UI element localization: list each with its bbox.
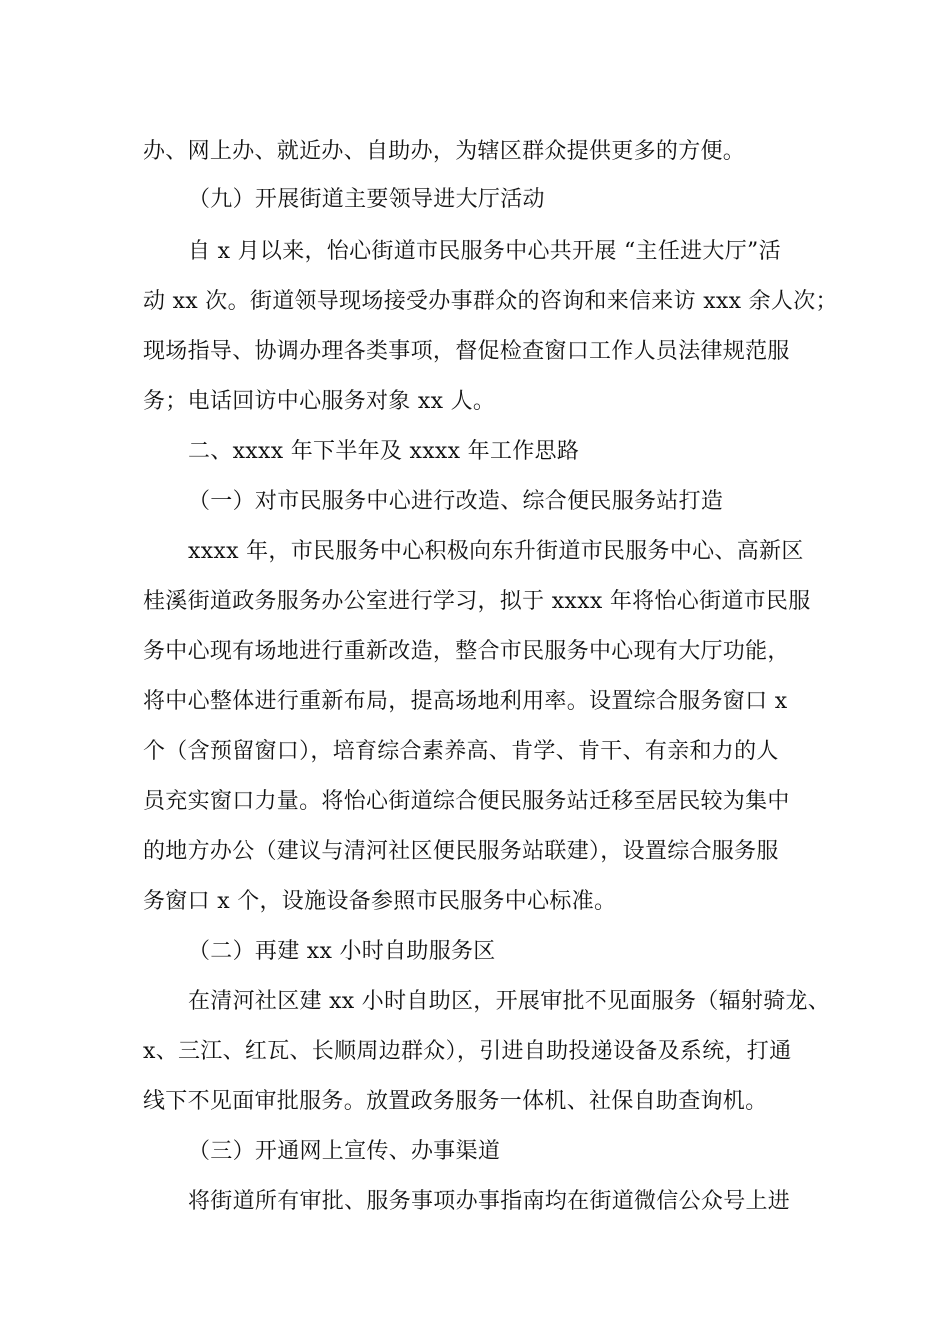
paragraph-line: 员充实窗口力量。将怡心街道综合便民服务站迁移至居民较为集中: [143, 789, 790, 814]
paragraph-line: 将街道所有审批、服务事项办事指南均在街道微信公众号上进: [188, 1189, 791, 1214]
paragraph-line: xxxx 年，市民服务中心积极向东升街道市民服务中心、高新区: [188, 539, 804, 564]
paragraph-line: 在清河社区建 xx 小时自助区，开展审批不见面服务（辐射骑龙、: [188, 989, 831, 1014]
paragraph-line: 务中心现有场地进行重新改造，整合市民服务中心现有大厅功能，: [143, 639, 790, 664]
paragraph-line: 线下不见面审批服务。放置政务服务一体机、社保自助查询机。: [143, 1089, 768, 1114]
paragraph-line: x、三江、红瓦、长顺周边群众），引进自助投递设备及系统，打通: [143, 1039, 792, 1064]
paragraph-line: 办、网上办、就近办、自助办，为辖区群众提供更多的方便。: [143, 139, 746, 164]
section-heading: （三）开通网上宣传、办事渠道: [188, 1139, 501, 1164]
paragraph-line: 动 xx 次。街道领导现场接受办事群众的咨询和来信来访 xxx 余人次；: [143, 289, 838, 314]
section-heading: 二、xxxx 年下半年及 xxxx 年工作思路: [188, 439, 580, 464]
paragraph-line: 将中心整体进行重新布局，提高场地利用率。设置综合服务窗口 x: [143, 689, 788, 714]
paragraph-line: 务窗口 x 个，设施设备参照市民服务中心标准。: [143, 889, 617, 914]
section-heading: （一）对市民服务中心进行改造、综合便民服务站打造: [188, 489, 724, 514]
paragraph-line: 个（含预留窗口），培育综合素养高、肯学、肯干、有亲和力的人: [143, 739, 779, 764]
paragraph-line: 桂溪街道政务服务办公室进行学习，拟于 xxxx 年将怡心街道市民服: [143, 589, 811, 614]
paragraph-line: 务；电话回访中心服务对象 xx 人。: [143, 389, 496, 414]
paragraph-line: 自 x 月以来，怡心街道市民服务中心共开展 “主任进大厅”活: [188, 239, 781, 264]
section-heading: （九）开展街道主要领导进大厅活动: [188, 187, 545, 212]
paragraph-line: 现场指导、协调办理各类事项，督促检查窗口工作人员法律规范服: [143, 339, 790, 364]
section-heading: （二）再建 xx 小时自助服务区: [188, 939, 496, 964]
paragraph-line: 的地方办公（建议与清河社区便民服务站联建），设置综合服务服: [143, 839, 779, 864]
